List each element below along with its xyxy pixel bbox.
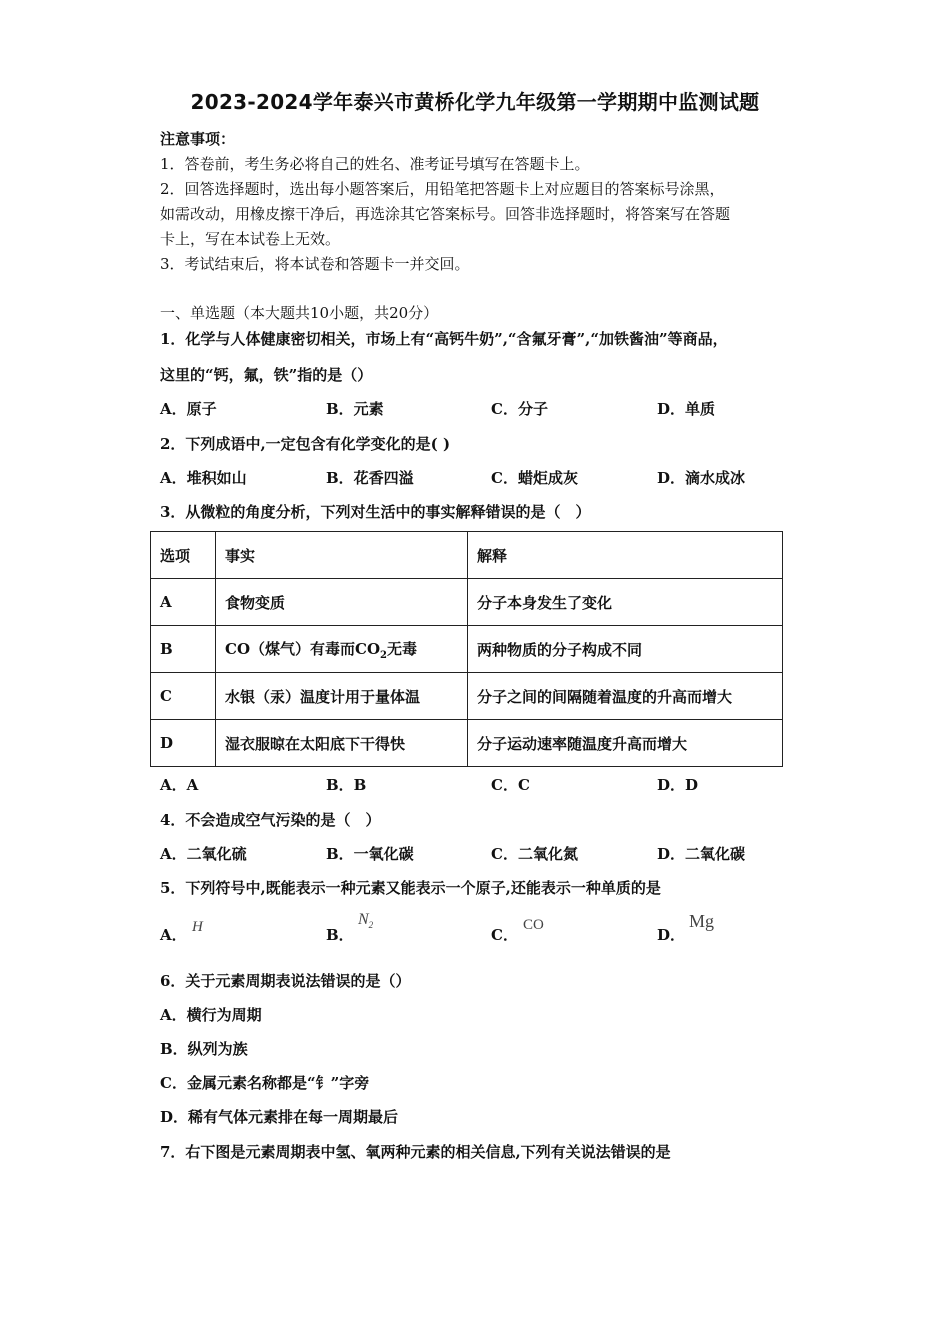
q3-table xyxy=(150,531,783,767)
row-fact xyxy=(216,626,468,673)
q6-option-d[interactable]: D．稀有气体元素排在每一周期最后 xyxy=(160,1108,399,1126)
q3-option-a[interactable]: A．A xyxy=(160,776,199,794)
header-fact: 事实 xyxy=(216,532,468,579)
q3-stem: 3．从微粒的角度分析，下列对生活中的事实解释错误的是（ ） xyxy=(160,503,591,521)
row-option: B xyxy=(151,626,216,673)
q7-stem: 7．右下图是元素周期表中氢、氧两种元素的相关信息,下列有关说法错误的是 xyxy=(160,1143,671,1161)
row-option: D xyxy=(151,720,216,767)
q2-option-b[interactable]: B．花香四溢 xyxy=(326,469,414,487)
q2-option-d[interactable]: D．滴水成冰 xyxy=(657,469,746,487)
q1-option-d[interactable]: D．单质 xyxy=(657,400,716,418)
q1-option-a[interactable]: A．原子 xyxy=(160,400,217,418)
fact-subscript: 2 xyxy=(380,649,387,661)
section-heading: 一、单选题（本大题共10小题，共20分） xyxy=(160,304,439,322)
q4-option-a[interactable]: A．二氧化硫 xyxy=(160,845,247,863)
q1-stem: 1．化学与人体健康密切相关，市场上有“高钙牛奶”,“含氟牙膏”,“加铁酱油”等商品， xyxy=(160,330,728,348)
q4-stem: 4．不会造成空气污染的是（ ） xyxy=(160,811,381,829)
table-row xyxy=(151,673,783,720)
row-option: A xyxy=(151,579,216,626)
notice-item-2-cont: 如需改动，用橡皮擦干净后，再选涂其它答案标号。回答非选择题时，将答案写在答题 xyxy=(160,205,731,223)
q5-symbol-h: H xyxy=(192,919,203,935)
q3-option-b[interactable]: B．B xyxy=(326,776,367,794)
q6-option-a[interactable]: A．横行为周期 xyxy=(160,1006,262,1024)
q4-option-b[interactable]: B．一氧化碳 xyxy=(326,845,414,863)
fact-text-end: 无毒 xyxy=(386,639,417,658)
header-explanation: 解释 xyxy=(468,532,783,579)
row-explanation: 分子之间的间隔随着温度的升高而增大 xyxy=(468,673,783,720)
q5-option-b[interactable]: B． xyxy=(326,926,354,944)
q1-stem-cont: 这里的“钙，氟，铁”指的是（） xyxy=(160,366,373,384)
row-fact: 食物变质 xyxy=(216,579,468,626)
table-row xyxy=(151,626,783,673)
q5-option-c[interactable]: C． xyxy=(491,926,518,944)
q2-stem: 2．下列成语中,一定包含有化学变化的是( ) xyxy=(160,435,451,453)
table-row xyxy=(151,579,783,626)
header-option: 选项 xyxy=(151,532,216,579)
q2-option-c[interactable]: C．蜡炬成灰 xyxy=(491,469,578,487)
q6-stem: 6．关于元素周期表说法错误的是（） xyxy=(160,972,411,990)
q2-option-a[interactable]: A．堆积如山 xyxy=(160,469,247,487)
notice-heading: 注意事项： xyxy=(160,130,236,148)
fact-text: CO（煤气）有毒而CO xyxy=(225,639,381,658)
q5-stem: 5．下列符号中,既能表示一种元素又能表示一个原子,还能表示一种单质的是 xyxy=(160,879,661,897)
q4-option-d[interactable]: D．二氧化碳 xyxy=(657,845,746,863)
q6-option-c[interactable]: C．金属元素名称都是“钅”字旁 xyxy=(160,1074,370,1092)
notice-item-1: 1．答卷前，考生务必将自己的姓名、准考证号填写在答题卡上。 xyxy=(160,155,590,173)
q3-option-c[interactable]: C．C xyxy=(491,776,530,794)
table-header-row xyxy=(151,532,783,579)
q5-symbol-mg: Mg xyxy=(689,911,715,931)
q5-symbol-co: CO xyxy=(523,917,544,933)
symbol-main: N xyxy=(358,911,369,928)
notice-item-2-end: 卡上，写在本试卷上无效。 xyxy=(160,230,341,248)
row-option: C xyxy=(151,673,216,720)
notice-item-2: 2．回答选择题时，选出每小题答案后，用铅笔把答题卡上对应题目的答案标号涂黑， xyxy=(160,180,725,198)
row-fact: 湿衣服晾在太阳底下干得快 xyxy=(216,720,468,767)
row-explanation: 分子运动速率随温度升高而增大 xyxy=(468,720,783,767)
q4-option-c[interactable]: C．二氧化氮 xyxy=(491,845,578,863)
q1-option-c[interactable]: C．分子 xyxy=(491,400,548,418)
table-row xyxy=(151,720,783,767)
q1-option-b[interactable]: B．元素 xyxy=(326,400,384,418)
q3-option-d[interactable]: D．D xyxy=(657,776,699,794)
q5-option-a[interactable]: A． xyxy=(160,926,187,944)
q5-symbol-n2 xyxy=(358,911,373,930)
row-fact: 水银（汞）温度计用于量体温 xyxy=(216,673,468,720)
q5-option-d[interactable]: D． xyxy=(657,926,686,944)
row-explanation: 两种物质的分子构成不同 xyxy=(468,626,783,673)
exam-title: 2023-2024学年泰兴市黄桥化学九年级第一学期期中监测试题 xyxy=(190,90,760,114)
symbol-subscript: 2 xyxy=(368,920,374,931)
notice-item-3: 3．考试结束后，将本试卷和答题卡一并交回。 xyxy=(160,255,470,273)
q6-option-b[interactable]: B．纵列为族 xyxy=(160,1040,248,1058)
row-explanation: 分子本身发生了变化 xyxy=(468,579,783,626)
